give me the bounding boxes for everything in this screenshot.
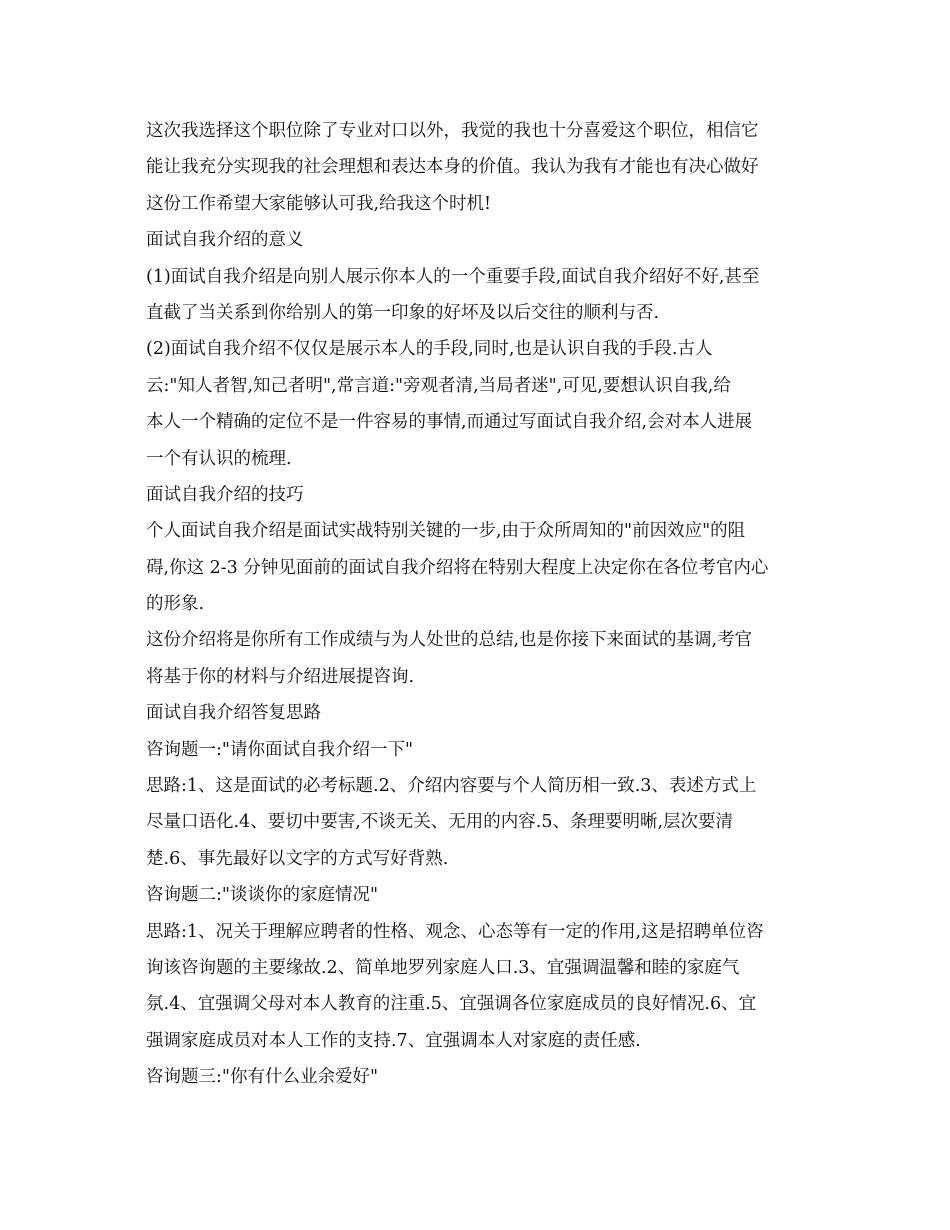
text-line: 思路:1、况关于理解应聘者的性格、观念、心态等有一定的作用,这是招聘单位咨: [146, 921, 764, 942]
text-line: 强调家庭成员对本人工作的支持.7、宜强调本人对家庭的责任感.: [146, 1030, 641, 1051]
text-line: 一个有认识的梳理.: [146, 448, 292, 469]
question-heading-3: 咨询题三:"你有什么业余爱好": [146, 1067, 378, 1088]
text-line: 将基于你的材料与介绍进展提咨询.: [146, 666, 415, 687]
question-heading-2: 咨询题二:"谈谈你的家庭情况": [146, 885, 378, 906]
text-line: 直截了当关系到你给别人的第一印象的好坏及以后交往的顺利与否.: [146, 302, 660, 323]
document-body: [146, 113, 810, 1096]
text-line: 本人一个精确的定位不是一件容易的事情,而通过写面试自我介绍,会对本人进展: [146, 412, 753, 433]
text-line: 的形象.: [146, 594, 205, 615]
question-heading-1: 咨询题一:"请你面试自我介绍一下": [146, 739, 413, 760]
section-heading-answer-ideas: 面试自我介绍答复思路: [146, 703, 321, 724]
text-line: 氛.4、宜强调父母对本人教育的注重.5、宜强调各位家庭成员的良好情况.6、宜: [146, 994, 757, 1015]
text-line: 尽量口语化.4、要切中要害,不谈无关、无用的内容.5、条理要明晰,层次要清: [146, 812, 734, 833]
text-line: (1)面试自我介绍是向别人展示你本人的一个重要手段,面试自我介绍好不好,甚至: [146, 266, 760, 287]
section-heading-techniques: 面试自我介绍的技巧: [146, 484, 304, 505]
text-line: 碍,你这 2-3 分钟见面前的面试自我介绍将在特别大程度上决定你在各位考官内心: [146, 557, 769, 578]
section-heading-significance: 面试自我介绍的意义: [146, 230, 304, 251]
text-line: 个人面试自我介绍是面试实战特别关键的一步,由于众所周知的"前因效应"的阻: [146, 521, 746, 542]
text-line: (2)面试自我介绍不仅仅是展示本人的手段,同时,也是认识自我的手段.古人: [146, 339, 713, 360]
text-line: 能让我充分实现我的社会理想和表达本身的价值。我认为我有才能也有决心做好: [146, 157, 759, 178]
text-line: 云:"知人者智,知己者明",常言道:"旁观者清,当局者迷",可见,要想认识自我,给: [146, 375, 731, 396]
text-line: 这份工作希望大家能够认可我,给我这个时机!: [146, 193, 492, 214]
text-line: 这次我选择这个职位除了专业对口以外，我觉的我也十分喜爱这个职位，相信它: [146, 121, 759, 141]
text-line: 楚.6、事先最好以文字的方式写好背熟.: [146, 848, 449, 869]
text-line: 询该咨询题的主要缘故.2、简单地罗列家庭人口.3、宜强调温馨和睦的家庭气: [146, 957, 740, 978]
text-line: 思路:1、这是面试的必考标题.2、介绍内容要与个人简历相一致.3、表述方式上: [146, 776, 757, 797]
text-line: 这份介绍将是你所有工作成绩与为人处世的总结,也是你接下来面试的基调,考官: [146, 630, 753, 651]
